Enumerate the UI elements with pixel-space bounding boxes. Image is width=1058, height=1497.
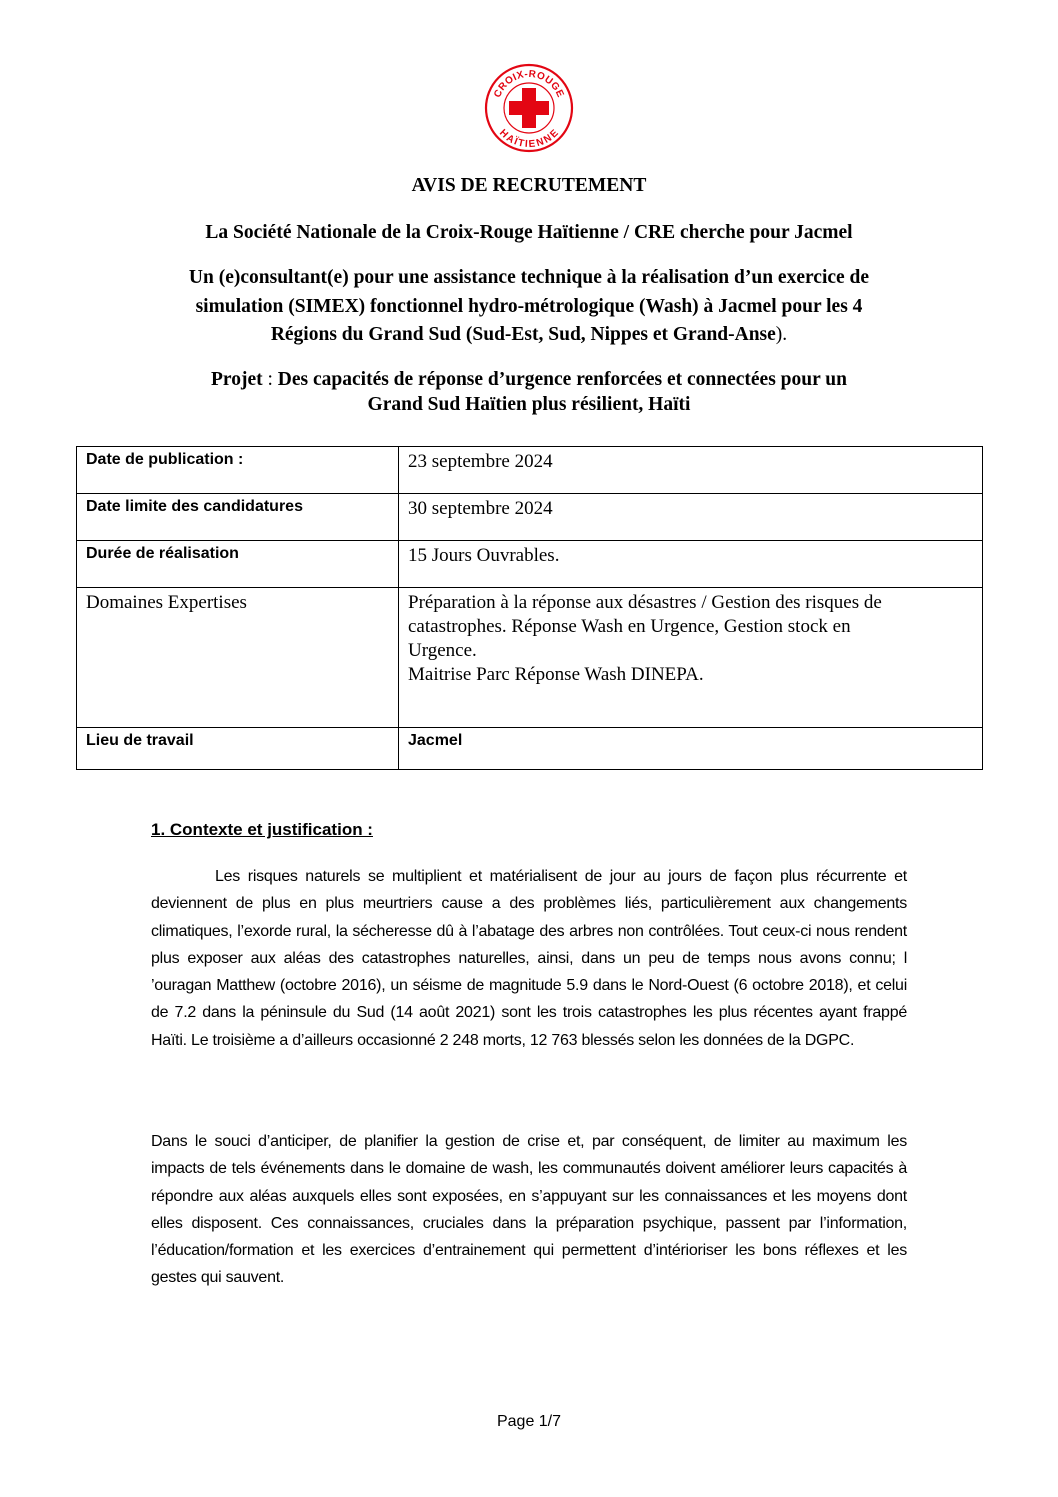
table-row-duration bbox=[77, 541, 983, 588]
domains-value-line-4: Maitrise Parc Réponse Wash DINEPA. bbox=[408, 664, 704, 685]
duration-value: 15 Jours Ouvrables. bbox=[399, 541, 983, 588]
duration-label: Durée de réalisation bbox=[77, 541, 399, 588]
description-line-3-end: ). bbox=[775, 324, 788, 345]
description-line-1: Un (e)consultant(e) pour une assistance technique à la réalisation d’un exercice de bbox=[188, 267, 870, 288]
position-description bbox=[100, 264, 958, 350]
description-line-3-text: Régions du Grand Sud (Sud-Est, Sud, Nippes et Grand-Anse bbox=[270, 324, 776, 345]
section-1-paragraph-1: Les risques naturels se multiplient et matérialisent de jour au jours de façon plus récurrente et deviennent de plus en plus meurtriers cause a des problèmes liés, particulièrement aux changements climatiques, l’exorde rural, la sécheresse dû à l’abatage des arbres non contrôlées. Tout ceux-ci nous rendent plus exposer aux aléas des catastrophes naturelles, ainsi, dans un peu de temps nous avons connu; l ’ouragan Matthew (octobre 2016), un séisme de magnitude 5.9 dans le Nord-Ouest (6 octobre 2018), et celui de 7.2 dans la péninsule du Sud (14 août 2021) sont les trois catastrophes les plus récentes ayant frappé Haïti. Le troisième a d’ailleurs occasionné 2 248 morts, 12 763 blessés selon les données de la DGPC. bbox=[151, 868, 907, 1049]
table-row-domains bbox=[77, 588, 983, 728]
project-line-1-text: Des capacités de réponse d’urgence renforcées et connectées pour un bbox=[277, 369, 847, 390]
table-row-deadline bbox=[77, 494, 983, 541]
project-label: Projet bbox=[211, 369, 263, 390]
domains-value bbox=[399, 588, 983, 728]
svg-text:HAÏTIENNE: HAÏTIENNE bbox=[496, 127, 562, 151]
table-row-publication bbox=[77, 447, 983, 494]
project-line-1 bbox=[100, 367, 958, 392]
publication-date-label: Date de publication : bbox=[77, 447, 399, 494]
info-table bbox=[76, 446, 983, 770]
organisation-line: La Société Nationale de la Croix-Rouge Haïtienne / CRE cherche pour Jacmel bbox=[205, 222, 853, 243]
domains-value-line-3: Urgence. bbox=[408, 640, 477, 661]
document-title: AVIS DE RECRUTEMENT bbox=[411, 175, 647, 196]
section-1-title: 1. Contexte et justification : bbox=[151, 820, 373, 839]
publication-date-value: 23 septembre 2024 bbox=[399, 447, 983, 494]
svg-text:CROIX-ROUGE: CROIX-ROUGE bbox=[492, 68, 566, 100]
description-line-3 bbox=[100, 321, 958, 350]
domains-label: Domaines Expertises bbox=[77, 588, 399, 728]
domains-value-line-2: catastrophes. Réponse Wash en Urgence, Gestion stock en bbox=[408, 616, 851, 637]
location-label: Lieu de travail bbox=[77, 728, 399, 770]
table-row-location bbox=[77, 728, 983, 770]
page-number: Page 1/7 bbox=[496, 1413, 562, 1430]
deadline-label: Date limite des candidatures bbox=[77, 494, 399, 541]
project-line-2: Grand Sud Haïtien plus résilient, Haïti bbox=[367, 394, 691, 415]
description-line-2: simulation (SIMEX) fonctionnel hydro-métrologique (Wash) à Jacmel pour les 4 bbox=[195, 295, 863, 317]
domains-value-line-1: Préparation à la réponse aux désastres / Gestion des risques de bbox=[408, 592, 882, 613]
location-value: Jacmel bbox=[399, 728, 983, 770]
croix-rouge-haitienne-logo bbox=[483, 62, 575, 154]
project-colon: : bbox=[262, 369, 278, 390]
section-1-paragraph-2: Dans le souci d’anticiper, de planifier la gestion de crise et, par conséquent, de limiter au maximum les impacts de tels événements dans le domaine de wash, les communautés doivent améliorer leurs capacités à répondre aux aléas auxquels elles sont exposées, en s’appuyant sur les connaissances et les moyens dont elles disposent. Ces connaissances, cruciales dans la préparation psychique, passent par l’information, l’éducation/formation et les exercices d’entrainement qui permettent d’intérioriser les bons réflexes et les gestes qui sauvent. bbox=[151, 1133, 907, 1287]
project-heading bbox=[100, 367, 958, 417]
deadline-value: 30 septembre 2024 bbox=[399, 494, 983, 541]
